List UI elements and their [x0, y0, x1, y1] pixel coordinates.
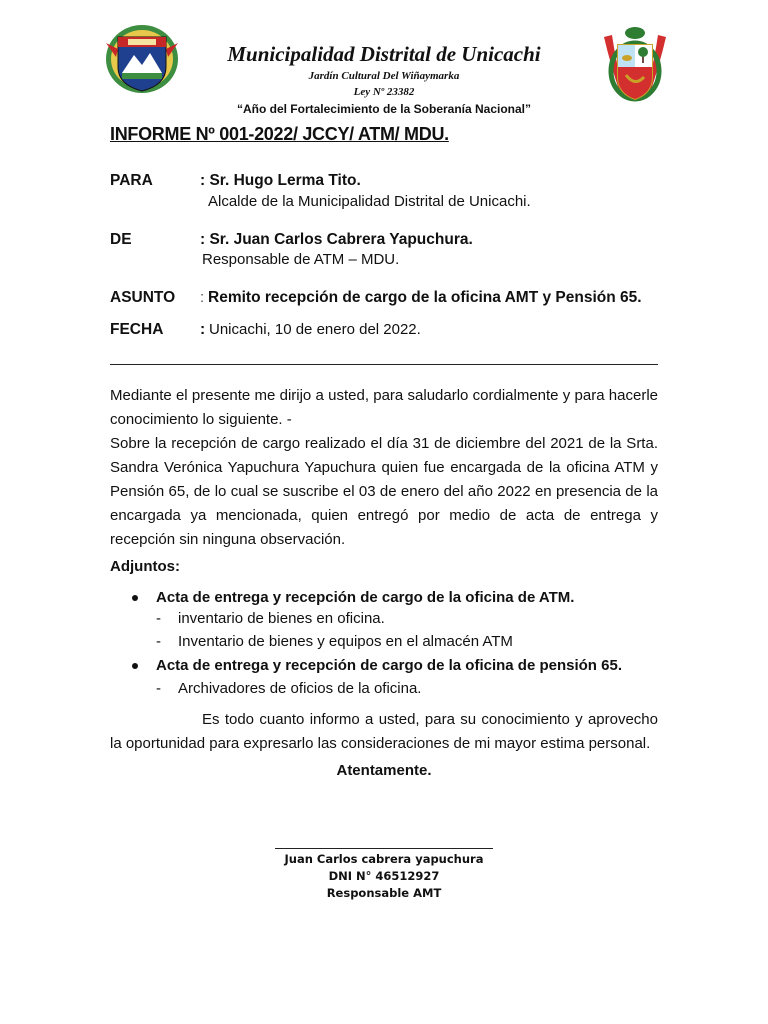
- field-value-fecha: Unicachi, 10 de enero del 2022.: [209, 321, 421, 338]
- attachments-heading: Adjuntos:: [110, 558, 180, 575]
- dash-icon: -: [156, 633, 161, 650]
- attachment-title: Acta de entrega y recepción de cargo de la oficina de pensión 65.: [156, 657, 622, 674]
- municipality-title: Municipalidad Distrital de Unicachi: [227, 42, 541, 66]
- attachment-title: Acta de entrega y recepción de cargo de la oficina de ATM.: [156, 589, 575, 606]
- attachment-subitem-text: Archivadores de oficios de la oficina.: [178, 680, 422, 697]
- field-label-de: DE: [110, 231, 132, 248]
- dash-icon: -: [156, 610, 161, 627]
- attachment-subitem-text: Inventario de bienes y equipos en el almacén ATM: [178, 633, 513, 650]
- attachment-subitem-text: inventario de bienes en oficina.: [178, 610, 385, 627]
- year-motto: “Año del Fortalecimiento de la Soberanía Nacional”: [236, 102, 532, 116]
- field-colon-fecha: :: [200, 321, 206, 338]
- field-label-fecha: FECHA: [110, 321, 164, 338]
- signature-line: [275, 848, 493, 849]
- body-paragraph-2: Sobre la recepción de cargo realizado el día 31 de diciembre del 2021 de la Srta. Sandra Verónica Yapuchura Yapuchura quien fue encargada de la oficina ATM y Pensión 65, de lo cual se suscribe el 03 de enero del año 2022 en presencia de la encargada ya mencionada, quien entregó por medio de acta de entrega y recepción sin ninguna observación.: [110, 435, 658, 548]
- field-value-de: : Sr. Juan Carlos Cabrera Yapuchura.: [200, 231, 473, 248]
- field-colon-asunto: :: [200, 289, 205, 306]
- report-title: INFORME Nº 001-2022/ JCCY/ ATM/ MDU.: [110, 124, 449, 144]
- signature-dni: DNI N° 46512927: [328, 869, 440, 883]
- signature-name: Juan Carlos cabrera yapuchura: [284, 852, 484, 866]
- field-detail-para: Alcalde de la Municipalidad Distrital de Unicachi.: [208, 193, 531, 210]
- field-value-para: : Sr. Hugo Lerma Tito.: [200, 172, 361, 189]
- closing-text: Atentamente.: [336, 762, 432, 779]
- attachment-subitem: [156, 680, 421, 697]
- field-label-para: PARA: [110, 172, 153, 189]
- body-paragraph-1: Mediante el presente me dirijo a usted, para saludarlo cordialmente y para hacerle conocimiento lo siguiente. -: [110, 387, 658, 428]
- bullet-icon: [132, 595, 138, 601]
- municipality-law: Ley Nº 23382: [353, 86, 415, 98]
- body-paragraph-3: Es todo cuanto informo a usted, para su conocimiento y aprovecho la oportunidad para expresarlo las consideraciones de mi mayor estima personal.: [110, 711, 658, 752]
- attachment-subitem: [156, 610, 385, 627]
- field-label-asunto: ASUNTO: [110, 289, 176, 306]
- bullet-icon: [132, 663, 138, 669]
- dash-icon: -: [156, 680, 161, 697]
- field-detail-de: Responsable de ATM – MDU.: [202, 251, 400, 268]
- header-divider: [110, 364, 658, 365]
- field-value-asunto: Remito recepción de cargo de la oficina AMT y Pensión 65.: [208, 289, 642, 306]
- attachment-subitem: [156, 633, 513, 650]
- signature-role: Responsable AMT: [326, 886, 442, 900]
- municipality-subtitle: Jardín Cultural Del Wiñaymarka: [308, 70, 460, 82]
